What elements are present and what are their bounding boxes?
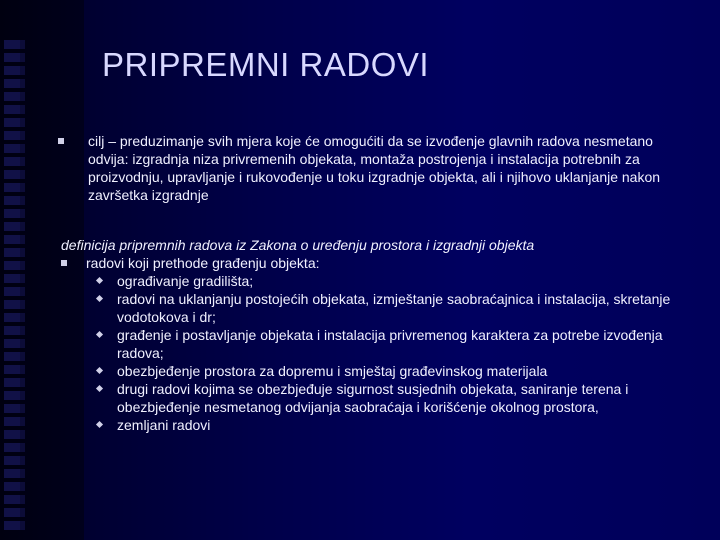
list-item-text: građenje i postavljanje objekata i instalacija privremenog karaktera za potrebe izvođenja radova; [117, 327, 663, 361]
slide-title: PRIPREMNI RADOVI [102, 46, 430, 83]
list-item-text: zemljani radovi [117, 417, 211, 433]
diamond-bullet-icon [96, 367, 103, 374]
square-bullet-icon [61, 260, 67, 266]
diamond-bullet-icon [96, 277, 103, 284]
list-item [97, 272, 708, 290]
diamond-bullet-icon [96, 331, 103, 338]
decorative-square-pattern [4, 40, 20, 530]
list-item [97, 416, 708, 434]
diamond-bullet-icon [96, 295, 103, 302]
intro-bullet-block [58, 132, 698, 204]
definition-heading: definicija pripremnih radova iz Zakona o uređenju prostora i izgradnji objekta [61, 237, 535, 253]
diamond-bullet-icon [96, 385, 103, 392]
diamond-bullet-icon [96, 421, 103, 428]
intro-bullet-text: cilj – preduzimanje svih mjera koje će omogućiti da se izvođenje glavnih radova nesmetano odvija: izgradnja niza privremenih objekata, montaža postrojenja i instalacija potrebnih za proizvodnju, upravljanje i rukovođenje u toku izgradnje objekta, ali i njihovo uklanjanje nakon završetka izgradnje [88, 133, 661, 203]
decorative-square-pattern-secondary [20, 40, 25, 530]
main-bullet-text: radovi koji prethode građenju objekta: [86, 255, 320, 271]
list-item [97, 362, 708, 380]
sub-bullet-list [58, 272, 708, 434]
list-item-text: drugi radovi kojima se obezbjeđuje sigurnost susjednih objekata, saniranje terena i obezbjeđenje nesmetanog odvijanja saobraćaja i korišćenje okolnog prostora, [117, 381, 629, 415]
list-item-text: obezbjeđenje prostora za dopremu i smještaj građevinskog materijala [117, 363, 548, 379]
definition-block [58, 236, 708, 434]
list-item [97, 380, 708, 416]
square-bullet-icon [58, 138, 64, 144]
main-bullet [61, 254, 708, 272]
list-item-text: ograđivanje gradilišta; [117, 273, 254, 289]
list-item [97, 290, 708, 326]
list-item [97, 326, 708, 362]
list-item-text: radovi na uklanjanju postojećih objekata, izmještanje saobraćajnica i instalacija, skretanje vodotokova i dr; [117, 291, 671, 325]
